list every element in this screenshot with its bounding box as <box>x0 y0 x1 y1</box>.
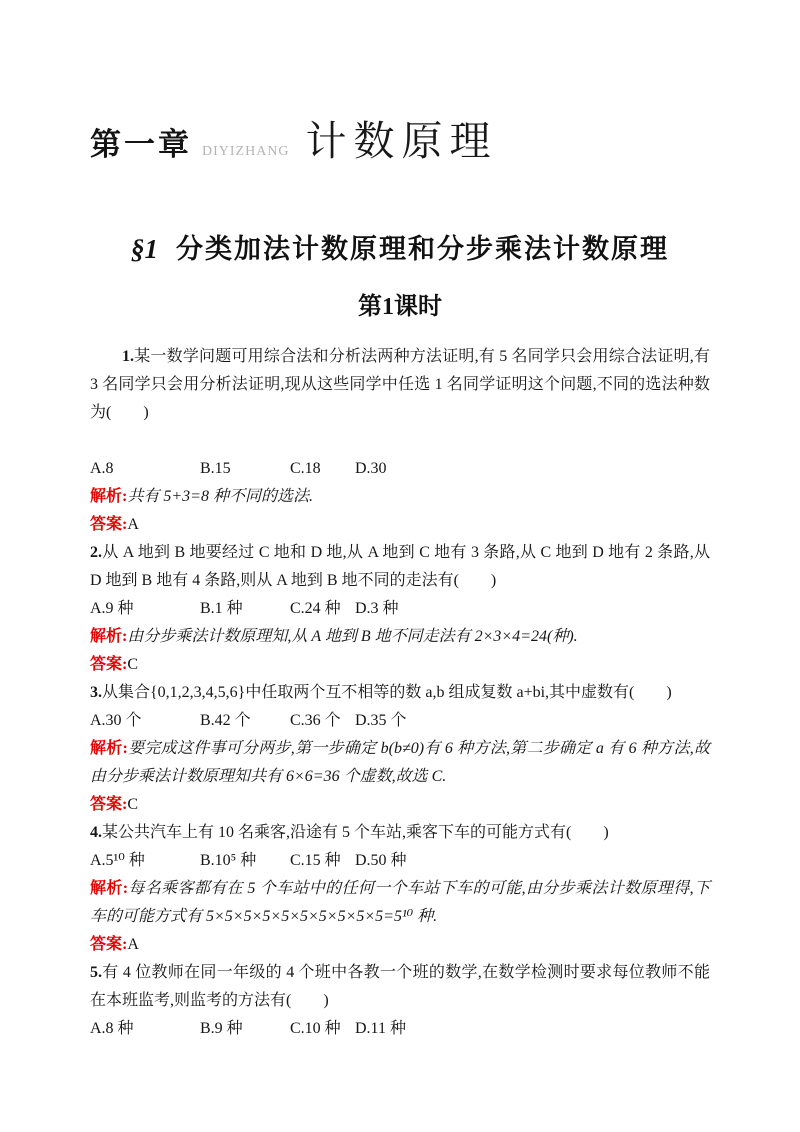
question-1 <box>90 343 710 539</box>
question-4-text: 某公共汽车上有 10 名乘客,沿途有 5 个车站,乘客下车的可能方式有( ) <box>102 824 609 841</box>
option-b: B.15 <box>200 460 231 477</box>
option-c: C.24 种 <box>290 600 341 617</box>
answer-text: C <box>127 656 139 673</box>
analysis-text: 每名乘客都有在 5 个车站中的任何一个车站下车的可能,由分步乘法计数原理得,下车的可能方式有 5×5×5×5×5×5×5×5×5×5=5¹⁰ 种. <box>90 880 710 925</box>
question-3-options <box>90 707 710 735</box>
answer-label: 答案: <box>90 796 128 813</box>
analysis-label: 解析: <box>90 488 128 505</box>
option-b: B.9 种 <box>200 1020 243 1037</box>
answer-label: 答案: <box>90 656 128 673</box>
option-a: A.5¹⁰ 种 <box>90 852 145 869</box>
option-d: D.11 种 <box>355 1020 406 1037</box>
question-4-analysis <box>90 875 710 931</box>
question-5-number: 5. <box>90 964 102 981</box>
question-2 <box>90 539 710 679</box>
analysis-label: 解析: <box>90 880 129 897</box>
option-a: A.8 <box>90 460 114 477</box>
option-d: D.30 <box>355 460 387 477</box>
analysis-label: 解析: <box>90 740 128 757</box>
option-a: A.8 种 <box>90 1020 134 1037</box>
option-b: B.10⁵ 种 <box>200 852 257 869</box>
option-c: C.15 种 <box>290 852 341 869</box>
chapter-title: 计数原理 <box>305 118 498 164</box>
option-a: A.9 种 <box>90 600 134 617</box>
question-2-stem <box>90 539 710 595</box>
question-4-options <box>90 847 710 875</box>
question-2-answer <box>90 651 710 679</box>
question-4-number: 4. <box>90 824 102 841</box>
option-c: C.18 <box>290 460 321 477</box>
answer-text: C <box>127 796 139 813</box>
option-c: C.36 个 <box>290 712 341 729</box>
question-5-options <box>90 1015 710 1043</box>
question-1-stem <box>90 343 710 427</box>
analysis-label: 解析: <box>90 628 128 645</box>
analysis-text: 由分步乘法计数原理知,从 A 地到 B 地不同走法有 2×3×4=24(种). <box>127 628 578 645</box>
option-c: C.10 种 <box>290 1020 341 1037</box>
question-1-options <box>90 455 710 483</box>
question-1-text: 某一数学问题可用综合法和分析法两种方法证明,有 5 名同学只会用综合法证明,有 3 名同学只会用分析法证明,现从这些同学中任选 1 名同学证明这个问题,不同的选法种数为( ) <box>90 348 710 421</box>
question-4-stem <box>90 819 710 847</box>
question-3-answer <box>90 791 710 819</box>
question-5-text: 有 4 位教师在同一年级的 4 个班中各教一个班的数学,在数学检测时要求每位教师不能在本班监考,则监考的方法有( ) <box>90 964 710 1009</box>
question-2-number: 2. <box>90 544 102 561</box>
question-3-stem <box>90 679 710 707</box>
option-a: A.30 个 <box>90 712 142 729</box>
question-1-analysis <box>90 483 710 511</box>
option-b: B.1 种 <box>200 600 243 617</box>
chapter-header <box>90 108 710 167</box>
question-5-stem <box>90 959 710 1015</box>
option-b: B.42 个 <box>200 712 251 729</box>
question-2-analysis <box>90 623 710 651</box>
chapter-pinyin: DIYIZHANG <box>202 144 290 159</box>
option-d: D.3 种 <box>355 600 399 617</box>
analysis-text: 共有 5+3=8 种不同的选法. <box>127 488 313 505</box>
question-2-options <box>90 595 710 623</box>
question-2-text: 从 A 地到 B 地要经过 C 地和 D 地,从 A 地到 C 地有 3 条路,从 C 地到 D 地有 2 条路,从 D 地到 B 地有 4 条路,则从 A 地到 B 地不同的走法有( ) <box>90 544 710 589</box>
section-number: §1 <box>131 234 158 264</box>
question-4-answer <box>90 931 710 959</box>
analysis-text: 要完成这件事可分两步,第一步确定 b(b≠0)有 6 种方法,第二步确定 a 有 6 种方法,故由分步乘法计数原理知共有 6×6=36 个虚数,故选 C. <box>90 740 710 785</box>
section-title-text: 分类加法计数原理和分步乘法计数原理 <box>176 234 669 264</box>
answer-label: 答案: <box>90 936 128 953</box>
question-3-analysis <box>90 735 710 791</box>
chapter-number: 第一章 <box>90 127 192 162</box>
question-3-text: 从集合{0,1,2,3,4,5,6}中任取两个互不相等的数 a,b 组成复数 a+bi,其中虚数有( ) <box>102 684 672 701</box>
answer-text: A <box>127 936 139 953</box>
question-3-number: 3. <box>90 684 102 701</box>
answer-label: 答案: <box>90 516 128 533</box>
option-d: D.35 个 <box>355 712 407 729</box>
question-3 <box>90 679 710 819</box>
question-4 <box>90 819 710 959</box>
lesson-title: 第1课时 <box>358 294 442 320</box>
question-1-answer <box>90 511 710 539</box>
option-d: D.50 种 <box>355 852 407 869</box>
questions-list <box>90 343 710 1043</box>
answer-text: A <box>127 516 139 533</box>
question-1-number: 1. <box>122 348 134 365</box>
question-5 <box>90 959 710 1043</box>
section-title <box>90 227 710 266</box>
